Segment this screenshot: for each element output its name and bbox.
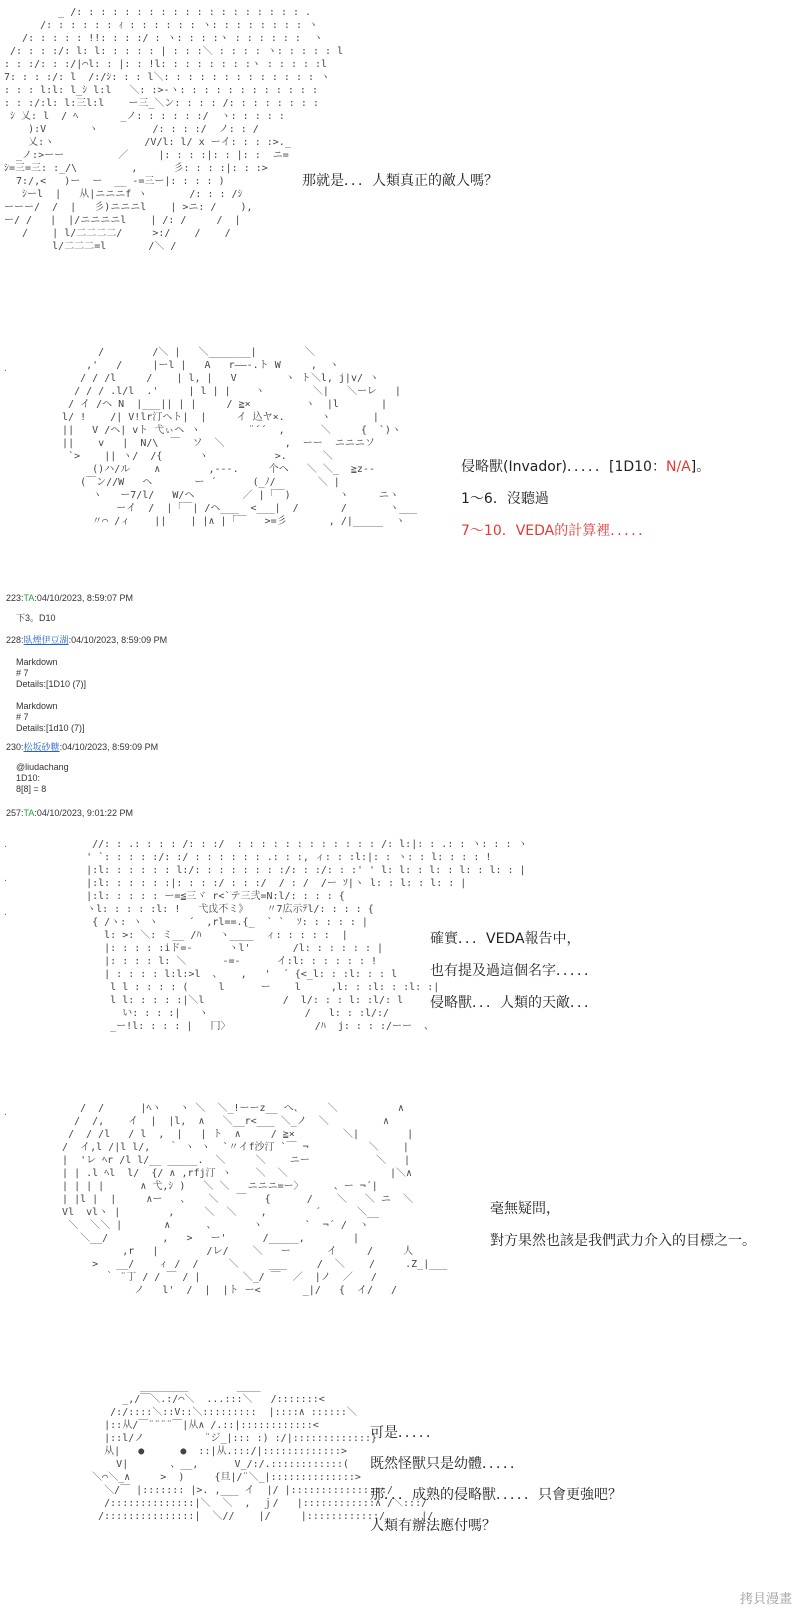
dice-roll-value: N/A [665,459,691,475]
dialogue-line: 侵略獸．．．人類的天敵．．． [430,995,598,1011]
ascii-art-panel-4: / / |ﾍヽ ヽ ＼ ＼_!ーーz__ へ、 ＼ ∧ / /, イ | |l, ∧ ＼__r<___ ＼_ノ ＼ ∧ / / /l / l , | | ト ∧ / ≧× ＼| | / イ,l /|l l/, ｀ ヽ ヽ `〃イf沙汀 `￣ ¬ ＼ | | 'レ ﾍr /l l/__ _____. ＼ ＼ ニー ＼ | | | .l ﾍl l/ {/ ∧ ,rfj汀 ヽ ＼ ＼ |＼∧ | | | | ∧ 弋,ｼ ) ＼ ＼ ニニニ=ー〉 、ー ¬´| | |l | | ∧ー 、 ＼ ￣ { / ＼ ＼ ニ ＼ Vl vlヽ | , ＼ ＼ , ´ ＼__ ＼ ＼＼ | ∧ 、 ヽ ` ¬´ / ヽ ＼__/ , > ー' /_____, | ,r | /レ/ ＼ ー イ / 人 > __/ ィ / / ＼ ___ / ＼ / .Z_|___ ｀ ¨丁 / / ￣ / | ＼_/ ￣ ／ |ノ ／ / ノ l' / | |ト ー< _|/ { イ/ / [62,1103,448,1296]
post-number: 257 [6,808,22,818]
dialogue-line: 那．．．成熟的侵略獸．．．．．只會更強吧？ [370,1487,622,1503]
post-time: :04/10/2023, 8:59:09 PM [68,635,168,645]
post-body: Markdown # 7 Details:[1D10 (7)] Markdown # 7 Details:[1d10 (7)] [16,657,87,733]
dialogue-line: 人類有辦法應付嗎？ [370,1518,496,1534]
dice-roll-line [461,456,710,488]
post-header: 228:臥煙伊豆湖:04/10/2023, 8:59:09 PM [6,635,168,645]
post-header: 230:松坂砂糖:04/10/2023, 8:59:09 PM [6,742,159,752]
forum-post [6,592,133,624]
post-author: TA [23,808,35,818]
post-time: :04/10/2023, 8:59:09 PM [59,742,159,752]
dialogue-line: 那就是．．．人類真正的敵人嗎？ [302,173,498,189]
margin-dot: . [4,874,7,884]
dialogue-line: 確實．．．VEDA報告中， [430,931,581,947]
dialogue-panel-4 [490,1198,756,1250]
dialogue-line: 毫無疑問， [490,1201,560,1217]
dialogue-panel-5 [370,1422,622,1535]
option-line: 1～6．沒聽過 [461,491,549,507]
ascii-art-panel-1: _ /: : : : : : : : : : : : : : : : : : : . /: : : : : : ｨ : : : : : : ヽ: : : : : : : : ヽ /: : : : : !!: : : :/ : ヽ: : : :ヽ : : : : : : ヽ /: : : :/: l: l: : : : : | : : :＼ : : : : ヽ: : : : : l : : :/: : :/|⌒l: : |: : !l: : : : : : : :ヽ : : : : :l 7: : : :/: l /:/ｼ: : : l＼: : : : : : : : : : : : : ヽ : : : l:l: l_ｼ l:l ＼: :>-ヽ: : : : : : : : : : : : : : :/:l: l:三l:l ー三_＼ン: : : : /: : : : : : : : ｼ 乂: l / ﾍ _ノ: : : : : :/ ヽ: : : : : ):V ヽ /: : : :/ ノ: : / 乂:ヽ /V/l: l/ x ーイ: : : :>._ _ノ:>ーー ／ |: : : :|: : |: : ニ= ｼ=三=三: :_/\ , 彡: : : :|: : :> 7:/,< )ー ー __ -=三ー|: : : : ) ｼーl | 从|ニニニf ヽ /: : : /ｼ ーーー/ / | 彡)ニニニl | >ニ: / ), ー/ / | |/ニニニニl | /: / / | / | l/二二二二/ >:/ / / l/二二二=l /＼ / [4,7,344,252]
dialogue-panel-1 [302,170,498,190]
dialogue-line: 既然怪獸只是幼體．．．．． [370,1456,524,1472]
ascii-art-panel-5: ________ ____ _,/￣＼.:/⌒＼ ...:::＼ /:::::::< /:/::::＼::V::＼::::::::: |::::∧ ::::::＼ |::从/￣¨¨¨¨￣|从∧ /.::|::::::::::::< |::l/ノ ¨ジ_|::: :) :/|:::::::::::::} 从| ● ● ::|从.:::/|:::::::::::::> V| 、__, V_/:/.::::::::::::( ＼⌒＼_∧ > ) {旦|/¨＼_|::::::::::::::> ＼/￣ |::::::: |>. ,___ イ |/ |::::::::::::::::/ /::::::::::::::|＼ ＼ , ｊ/ |::::::::::::∧ /＼:::/ /:::::::::::::::| ＼// |/ |::::::::::::/ |/ [92,1381,434,1522]
margin-dot: . [4,364,7,374]
post-time: :04/10/2023, 8:59:07 PM [34,593,133,603]
post-header: 223:TA:04/10/2023, 8:59:07 PM [6,593,133,603]
watermark: 拷貝漫畫 [739,1592,792,1607]
margin-dot: . [4,908,7,918]
option-line-highlight: 7～10．VEDA的計算裡．．．．． [461,523,653,539]
post-number: 228 [6,635,22,645]
post-body: @liudachang 1D10: 8[8] = 8 [16,762,69,794]
dialogue-line: 也有提及過這個名字．．．．． [430,963,598,979]
margin-dot: . [4,1108,7,1118]
ascii-art-panel-2: / /＼ | ＼_______| ＼ ,' / |ーl | A r――-.ト W , ヽ / / /l / | l, | V ヽ ト＼l, j|v/ ヽ / / / .l/l .' | l | | ヽ ＼| ＼ーレ | / イ /ヘ N |___|| | | / ≧× ヽ |l | l/ ! /| V!lr汀ヘト| | イ 込ヤ×. ヽ | || V /ヘ| vト 弋ぃヘ ヽ ¨´´ , ＼ { `)ヽ || v | N/\ ￣ ソ ＼ , ーー ニニニソ `> || ヽ/ /{ ヽ >. ＼ ()ハ/ル ∧ ,---. 个ヘ ＼ ＼_ ≧z-- (￣ン//W ヘ ー ´ (_ﾉ/ ＼ | ヽ ー7/l/ W/ヘ ／ |「￣) ヽ ニヽ ーイ / |「￣| /ヘ___ <___| / / ヽ___ 〃⌒ /ィ || | |∧ |「￣ >=彡 , /|_____ ヽ [62,347,418,527]
dialogue-line: 對方果然也該是我們武力介入的目標之一。 [490,1233,756,1249]
dialogue-panel-2 [461,456,710,540]
post-author-link[interactable]: 松坂砂糖 [23,742,60,752]
post-number: 223 [6,593,22,603]
forum-post [6,634,167,734]
post-author: TA [23,593,35,603]
post-number: 230 [6,742,22,752]
dice-roll-suffix: ]。 [690,459,711,475]
post-time: :04/10/2023, 9:01:22 PM [34,808,133,818]
ascii-art-panel-3: //: : .: : : : /: : :/ : : : : : : : : : : : : /: l:|: : .: : ヽ: : : ヽ ' `: : : : :/: :/ : : : : : : .: : :, ィ: : :l:|: : ヽ: : l: : : : ! |:l: : : : : : l:/: : : : : : : :/: : :/: : :' ' l: l: : l: : l: : l: : | |:l: : : : : :|: : : :/ : : :/ / : / /ー ｿ|ヽ l: : l: : l: : | |:l: : : : : ー=≦三ヾ r<`テ三弐=N:l/: : : : { ヽl: : : : :l: ! 弋戉不ミ》 〃7広示ﾃl/: : : : { { /ヽ: ヽ ヽ ´ ,rl==.{_ ` ` ｿ: : : : : | l: >: ＼: ミ__ /ﾊ ヽ____ ィ: : : : : | |: : : : :iド=- ヽl' /l: : : : : : | |: : : : l: ＼ -=- イ:l: : : : : : ! | : : : : l:l:>l 、 , ' ´ {<_l: : :l: : : l l l : : : : ( l ー l ,l: : :l: : :l: :| l l: : : : :|＼l / l/: : : l: :l/: l い: : : :| ヽ / l: : :l/:/ _ー!l: : : : | 冂〉 /ﾊ j: : : :/ーー 、 [86,839,528,1032]
margin-dot: . [4,840,7,850]
forum-post [6,741,158,795]
post-body: 下3。D10 [16,613,56,623]
post-header: 257:TA:04/10/2023, 9:01:22 PM [6,808,133,818]
dialogue-line: 可是．．．．． [370,1425,440,1441]
forum-post [6,807,133,820]
post-author-link[interactable]: 臥煙伊豆湖 [23,635,69,645]
dice-roll-prefix: 侵略獸(Invador)．．．．．[1D10： [461,459,666,475]
dialogue-panel-3 [430,928,598,1012]
